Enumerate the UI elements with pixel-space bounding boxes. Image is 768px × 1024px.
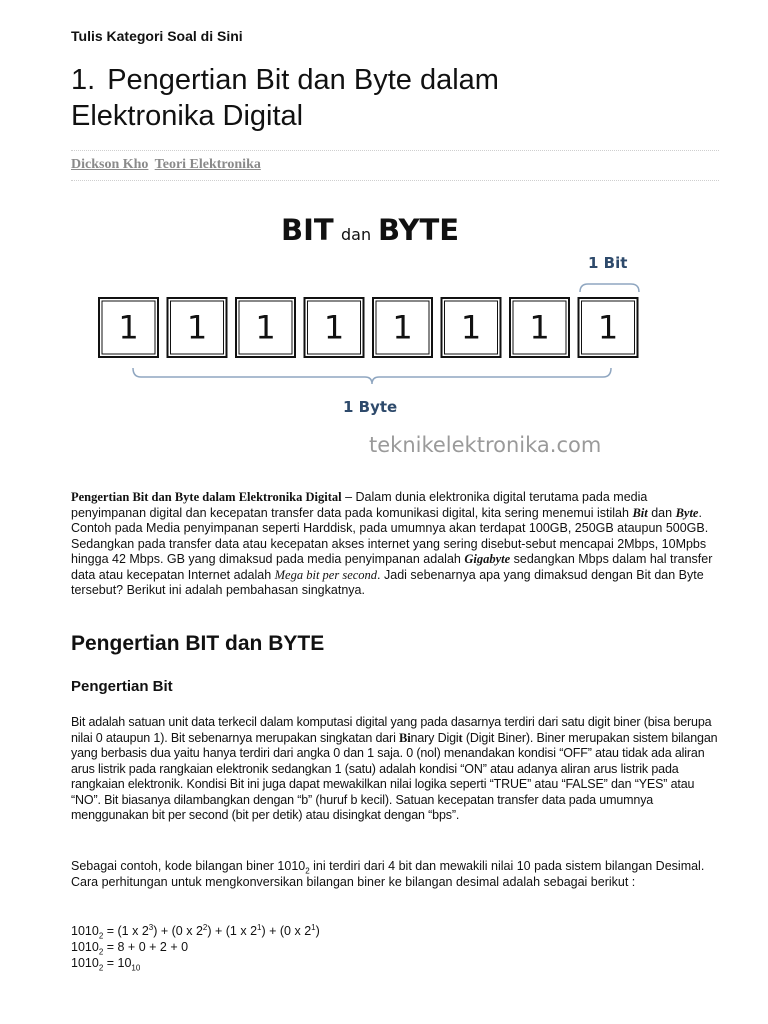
figure-title-bit: BIT <box>281 213 334 247</box>
bit-label: 1 Bit <box>588 254 628 272</box>
watermark: teknikelektronika.com <box>369 433 602 457</box>
divider-top <box>71 150 719 151</box>
bit-paragraph <box>71 715 719 824</box>
intro-lead: Pengertian Bit dan Byte dalam Elektronika Digital <box>71 490 342 504</box>
divider-bottom <box>71 180 719 181</box>
bit-cell-value-3: 1 <box>255 308 276 347</box>
bit-text-a: Bit adalah satuan unit data terkecil dalam komputasi digital yang pada dasarnya terdiri dari satu digit biner (bisa berupa nilai 0 ataupun 1). Bit sebenarnya merupakan singkatan dari <box>71 715 712 745</box>
bit-brace <box>580 284 639 292</box>
bit-cell-value-7: 1 <box>529 308 550 347</box>
example-sub: 2 <box>305 866 310 876</box>
intro-text-3: sedangkan Mbps dalam hal transfer data atau kecepatan Internet adalah <box>71 552 713 582</box>
intro-bit: Bit <box>632 505 648 520</box>
bit-cells <box>99 298 638 357</box>
eq2-sub: 2 <box>98 947 104 957</box>
post-meta <box>71 157 264 173</box>
sub-heading: Pengertian Bit <box>71 678 173 695</box>
eq1-d: ) + (0 x 2 <box>261 924 312 938</box>
eq3-sub: 2 <box>98 963 104 973</box>
eq1-sup2: 2 <box>202 922 208 932</box>
eq1-sup3: 3 <box>148 922 154 932</box>
eq1-b: ) + (0 x 2 <box>153 924 203 938</box>
category-link[interactable]: Teori Elektronika <box>154 157 261 172</box>
eq1-sup0: 1 <box>311 922 316 932</box>
figure-title-dan: dan <box>341 225 372 244</box>
eq2-base: 1010 <box>71 940 99 954</box>
eq1-a: = (1 x 2 <box>103 924 149 938</box>
bit-cell-value-1: 1 <box>118 308 139 347</box>
eq1-e: ) <box>315 924 320 938</box>
page-title <box>71 62 499 134</box>
bit-byte-diagram <box>93 200 673 470</box>
equation-line-1 <box>71 923 320 939</box>
bit-cell-value-6: 1 <box>460 308 482 347</box>
intro-megabit: Mega bit per second <box>274 567 378 582</box>
bit-cell-value-5: 1 <box>392 308 413 347</box>
byte-label: 1 Byte <box>343 398 398 416</box>
intro-byte: Byte <box>675 505 699 520</box>
equation-line-2 <box>71 939 188 955</box>
example-paragraph <box>71 859 719 890</box>
intro-text-4: . Jadi sebenarnya apa yang dimaksud dengan Bit dan Byte tersebut? Berikut ini adalah pembahasan singkatnya. <box>71 567 704 597</box>
eq3-base: 1010 <box>71 956 99 970</box>
title-line-1: Pengertian Bit dan Byte dalam <box>107 64 499 96</box>
eq1-c: ) + (1 x 2 <box>207 924 258 938</box>
intro-text-2: . Contoh pada Media penyimpanan seperti Harddisk, pada umumnya akan terdapat 100GB, 250GB ataupun 500GB. Sedangkan pada transfer data atau kecepatan akses internet yang sering disebut-sebut mencapai 2Mbps, 10Mpbs hingga 42 Mbps. GB yang dimaksud pada media penyimpanan adalah <box>71 505 709 566</box>
example-text-b: ini terdiri dari 4 bit dan mewakili nilai 10 pada sistem bilangan Desimal. Cara perhitungan untuk mengkonversikan bilangan biner ke bilangan desimal adalah sebagai berikut : <box>71 859 705 889</box>
equation-line-3 <box>71 955 140 971</box>
bit-text-c: (Digit Biner). Biner merupakan sistem bilangan yang berbasis dua yaitu hanya terdiri dari angka 0 dan 1 saja. 0 (nol) menandakan kondisi “OFF” atau tidak ada aliran arus listrik pada rangkaian elektronik sedangkan 1 (satu) adalah kondisi “ON” atau adanya aliran arus listrik pada rangkaian elektronik. Kondisi Bit ini juga dapat mewakilkan nilai logika seperti “TRUE” atau “FALSE” dan “YES” atau “NO”. Bit biasanya dilambangkan dengan “b” (huruf b kecil). Satuan kecepatan transfer data pada umumnya menggunakan bit per second (bit per detik) atau disingkat dengan “bps”. <box>71 730 718 822</box>
eq3-text: = 10 <box>103 956 132 970</box>
eq2-text: = 8 + 0 + 2 + 0 <box>103 940 189 954</box>
bit-cell-value-4: 1 <box>323 308 345 347</box>
example-text-a: Sebagai contoh, kode bilangan biner 1010 <box>71 859 306 873</box>
intro-gigabyte: Gigabyte <box>464 552 511 566</box>
category-label: Tulis Kategori Soal di Sini <box>71 28 243 44</box>
intro-paragraph <box>71 490 719 599</box>
bit-text-b: nary Digi <box>410 730 459 745</box>
intro-text-1: – Dalam dunia elektronika digital terutama pada media penyimpanan digital dan kecepatan transfer data pada komunikasi digital, kita sering menemui istilah <box>71 490 648 520</box>
eq3-sub10: 10 <box>131 963 141 973</box>
byte-brace <box>133 368 611 384</box>
eq1-base: 1010 <box>71 924 99 938</box>
intro-dan: dan <box>647 505 676 520</box>
bit-cell-value-8: 1 <box>597 308 619 347</box>
eq1-sub: 2 <box>98 931 104 941</box>
section-heading: Pengertian BIT dan BYTE <box>71 632 325 655</box>
bit-text-bi: Bi <box>399 730 411 745</box>
bit-text-t: t <box>458 730 463 745</box>
title-line-2: Elektronika Digital <box>71 100 304 132</box>
author-link[interactable]: Dickson Kho <box>71 157 149 172</box>
eq1-sup1: 1 <box>257 922 262 932</box>
bit-cell-value-2: 1 <box>186 308 208 347</box>
title-number: 1. <box>71 64 96 96</box>
figure-title-byte: BYTE <box>378 213 460 247</box>
